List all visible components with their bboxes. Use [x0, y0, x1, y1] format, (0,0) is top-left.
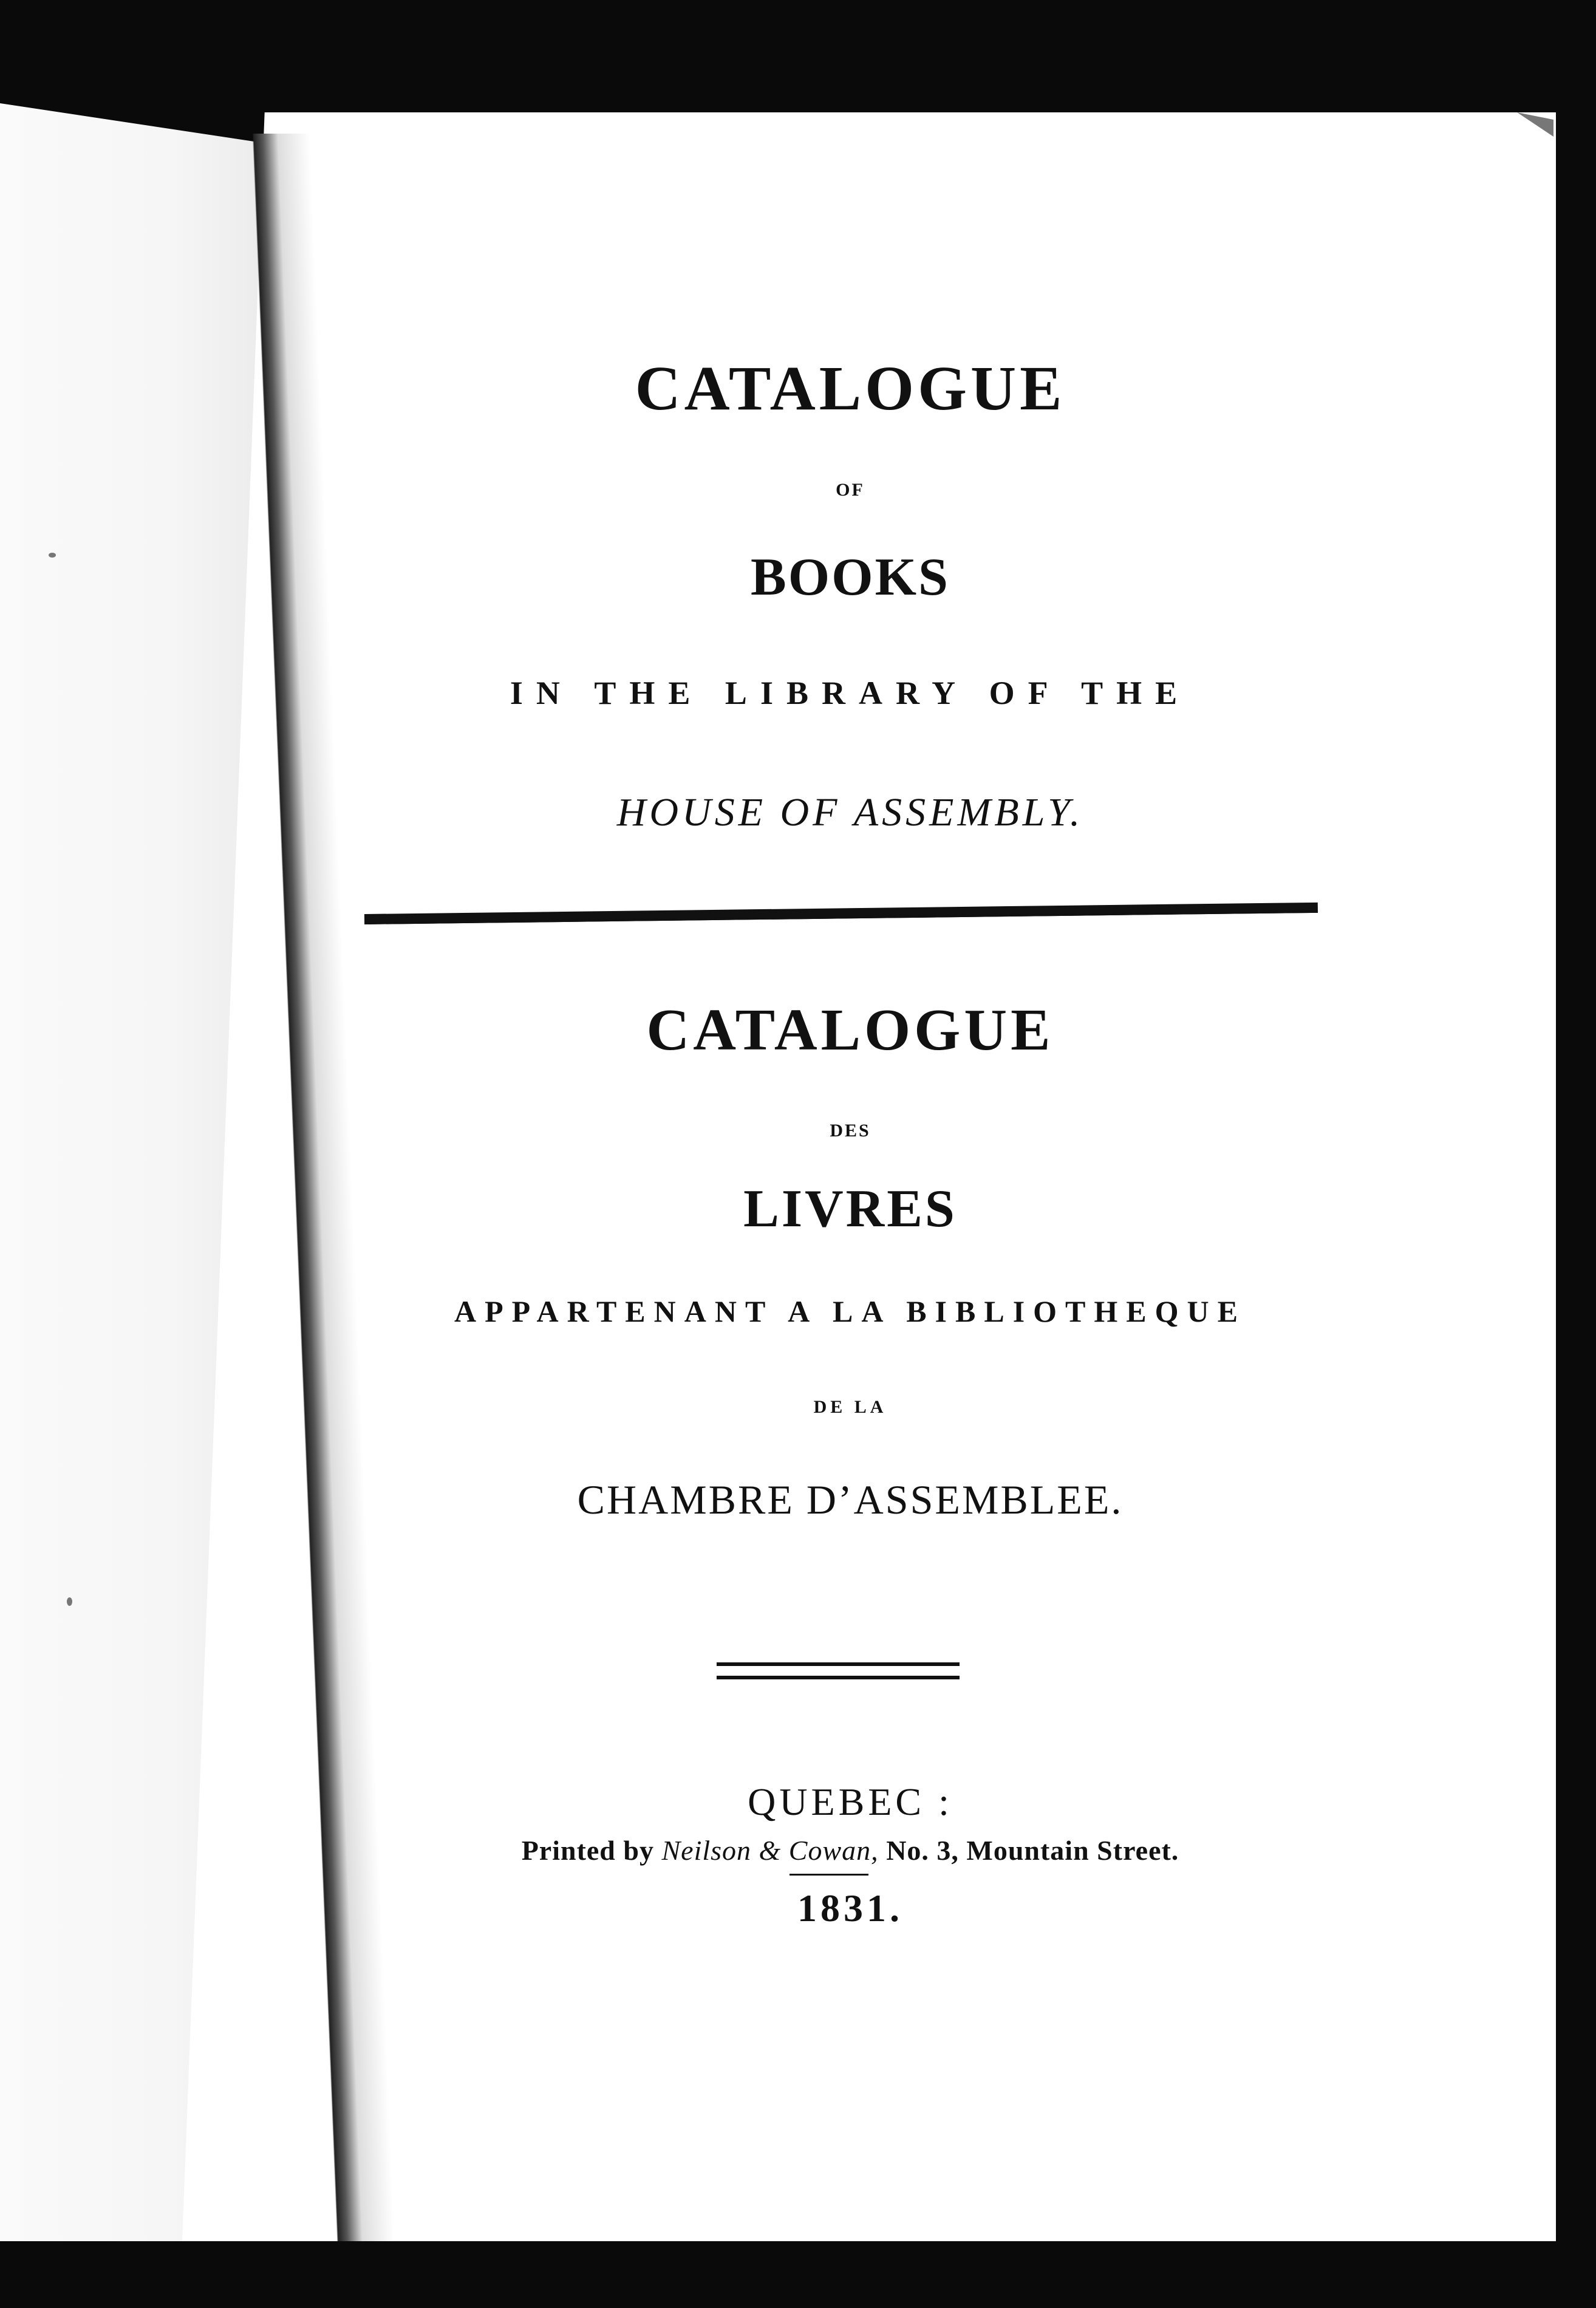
printer-name: Neilson & Cowan, — [661, 1835, 879, 1866]
english-catalogue-heading: CATALOGUE — [635, 353, 1066, 423]
paper-speck — [49, 553, 56, 558]
english-library-line: IN THE LIBRARY OF THE — [510, 675, 1191, 711]
paper-speck — [188, 121, 193, 125]
english-books-heading: BOOKS — [751, 548, 950, 607]
french-catalogue-heading: CATALOGUE — [646, 997, 1054, 1063]
french-des: DES — [830, 1121, 871, 1141]
printed-by-prefix: Printed by — [521, 1835, 662, 1866]
imprint-printer-line — [340, 1834, 1360, 1866]
french-de-la: DE LA — [813, 1397, 887, 1417]
french-appartenant-line: APPARTENANT A LA BIBLIOTHEQUE — [454, 1294, 1246, 1328]
english-of: OF — [836, 480, 865, 500]
year-rule — [789, 1874, 868, 1876]
section-divider-rule — [364, 903, 1318, 924]
imprint-city: QUEBEC : — [748, 1780, 953, 1823]
printer-address: No. 3, Mountain Street. — [878, 1835, 1179, 1866]
scan-border — [0, 2241, 1596, 2308]
english-house-line: HOUSE OF ASSEMBLY. — [616, 790, 1084, 835]
title-page-text — [340, 0, 1360, 2308]
imprint-year: 1831. — [797, 1886, 903, 1930]
french-chambre-line: CHAMBRE D’ASSEMBLEE. — [577, 1477, 1124, 1523]
imprint-divider-rule — [717, 1662, 960, 1679]
french-livres-heading: LIVRES — [743, 1180, 957, 1238]
paper-speck — [67, 1597, 72, 1606]
